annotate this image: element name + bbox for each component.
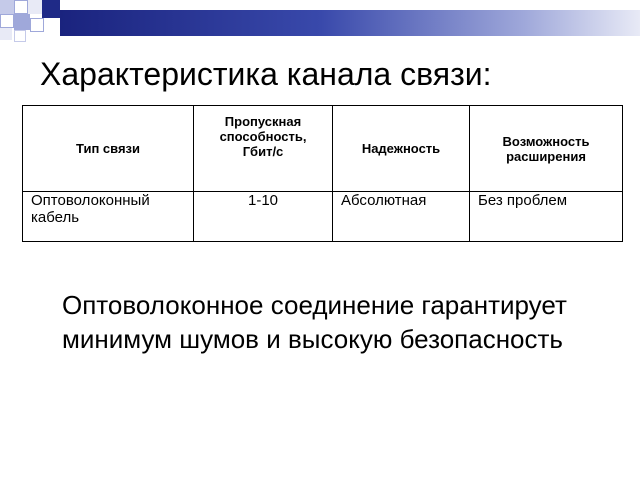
table-header-row xyxy=(23,106,623,192)
deco-square xyxy=(28,0,42,14)
deco-square xyxy=(42,0,60,18)
channel-spec-table xyxy=(22,105,623,242)
conclusion-text: Оптоволоконное соединение гарантирует минимум шумов и высокую безопасность xyxy=(62,290,567,354)
header-cell-bandwidth: Пропускная способность, Гбит/с xyxy=(194,106,333,192)
deco-square xyxy=(0,0,14,14)
slide-title: Характеристика канала связи: xyxy=(40,56,492,92)
header-gradient-band xyxy=(60,10,640,36)
header-cell-reliability: Надежность xyxy=(333,106,470,192)
deco-square xyxy=(14,0,28,14)
header-cell-expansion: Возможность расширения xyxy=(470,106,623,192)
header-cell-type: Тип связи xyxy=(23,106,194,192)
deco-square xyxy=(30,18,44,32)
deco-square xyxy=(0,14,14,28)
deco-square xyxy=(14,14,30,30)
table-row xyxy=(23,192,623,242)
cell-type: Оптоволоконный кабель xyxy=(23,192,194,242)
deco-square xyxy=(0,28,12,40)
cell-reliability: Абсолютная xyxy=(333,192,470,242)
cell-bandwidth: 1-10 xyxy=(194,192,333,242)
cell-expansion: Без проблем xyxy=(470,192,623,242)
deco-square xyxy=(14,30,26,42)
